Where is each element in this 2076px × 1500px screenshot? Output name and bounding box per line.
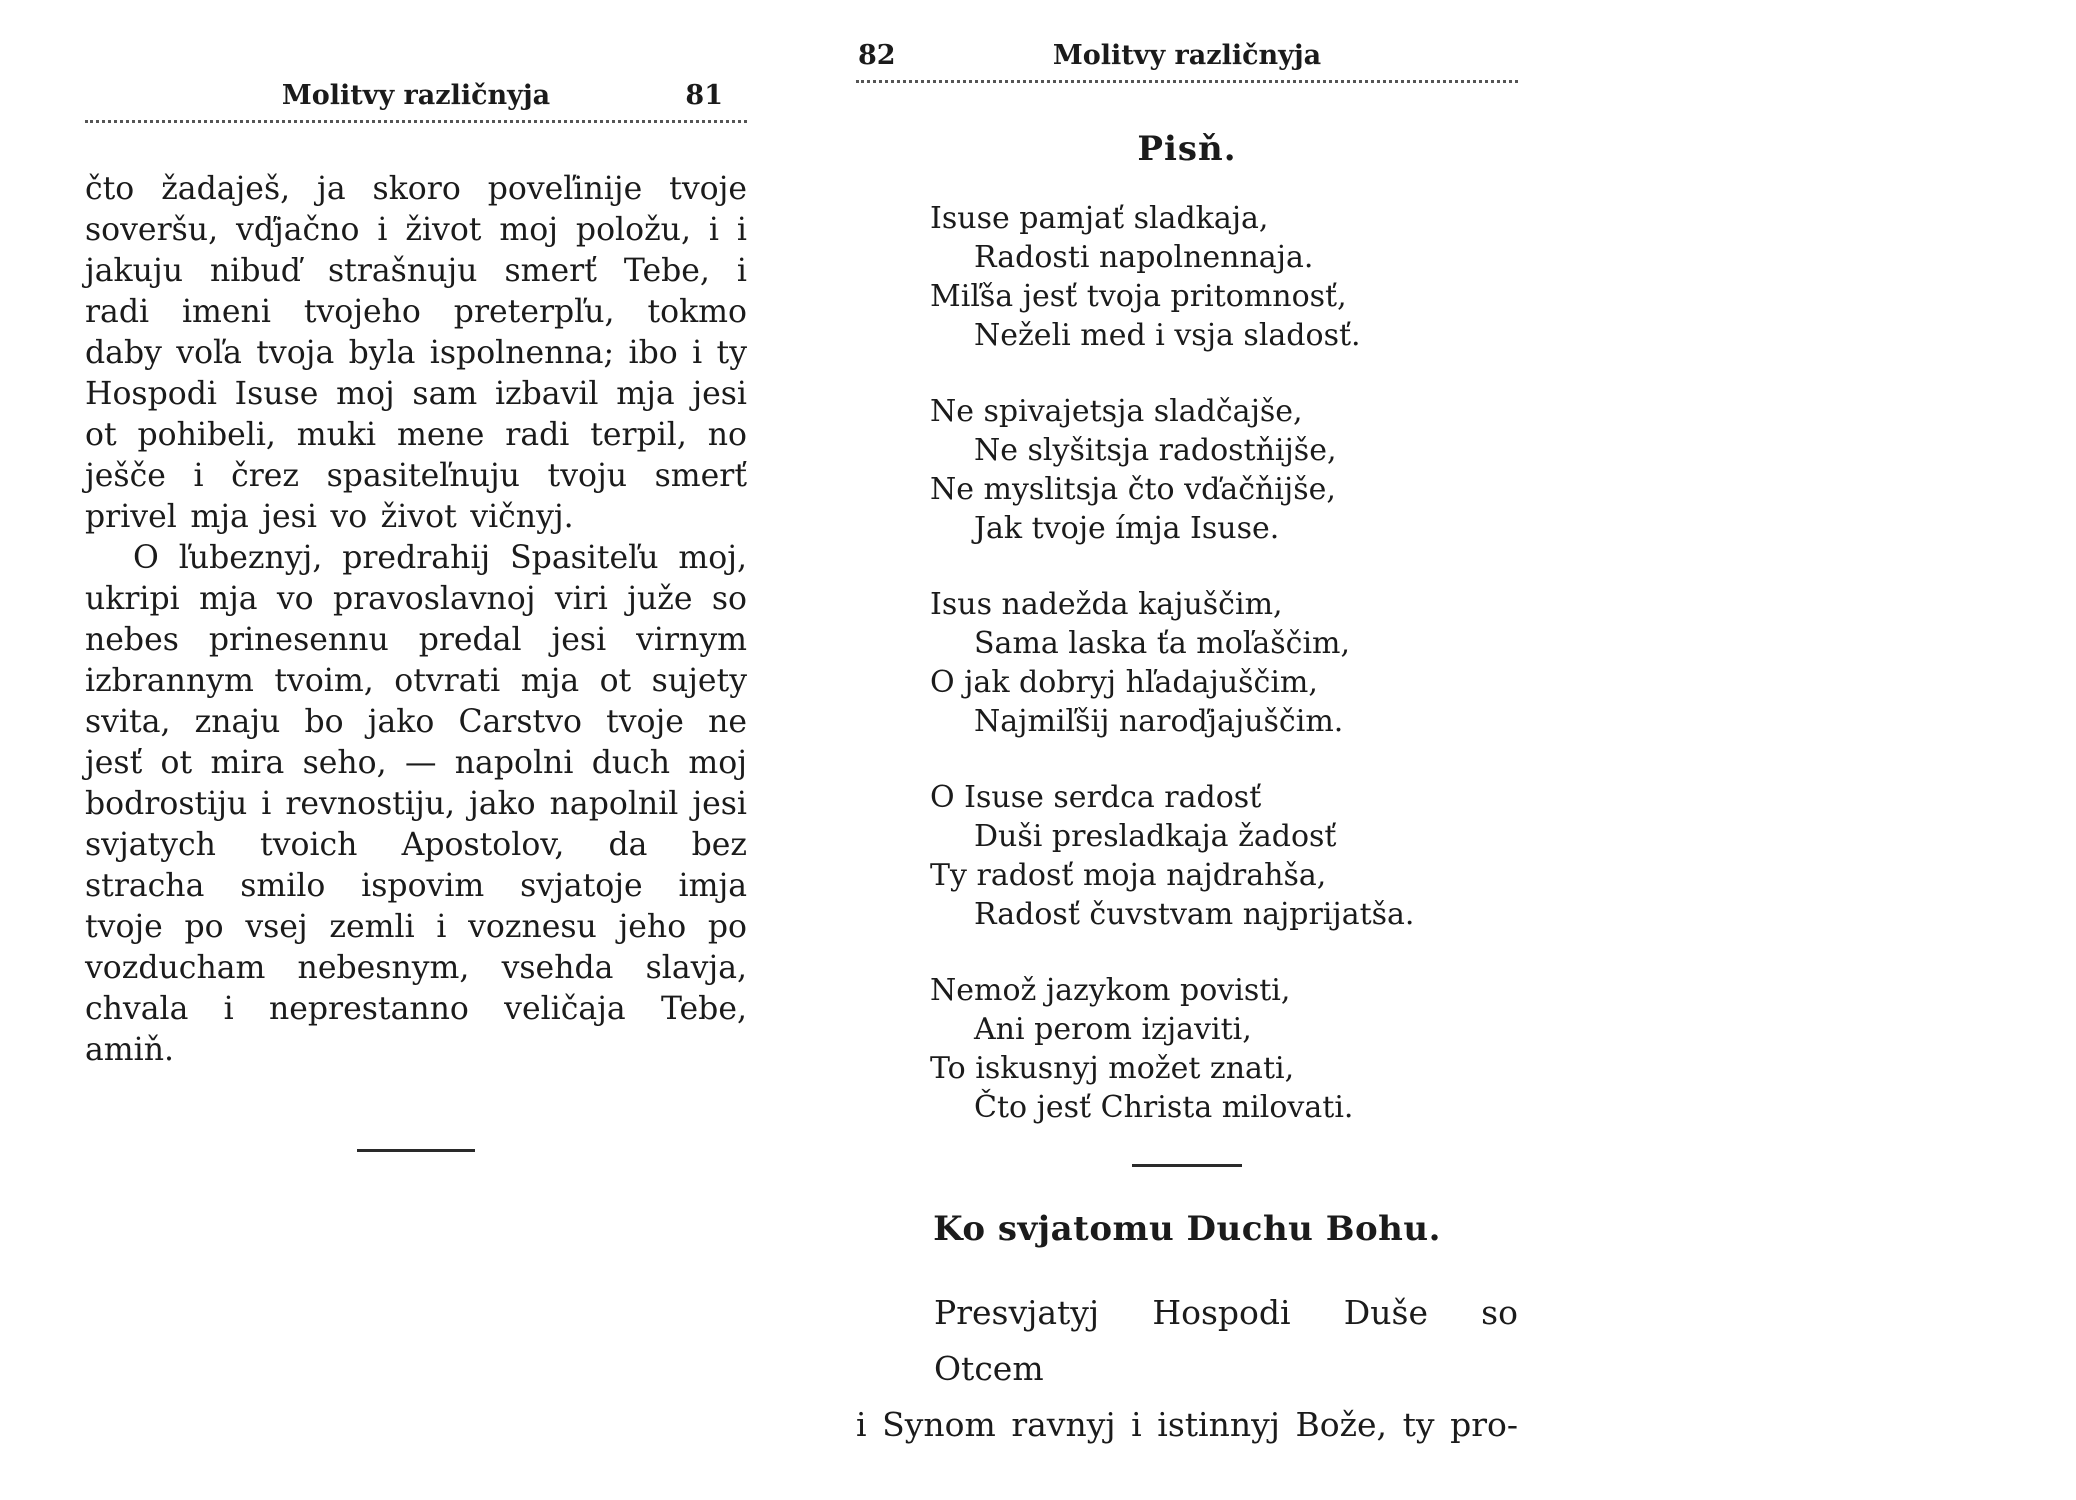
verse-line: Ne slyšitsja radostňijše, — [974, 433, 1337, 468]
verse-line: Miľša jesť tvoja pritomnosť, — [930, 279, 1347, 314]
stanza — [856, 971, 1518, 1127]
header-rule-right — [856, 79, 1518, 83]
stanza — [856, 392, 1518, 548]
paragraph: O ľubeznyj, predrahij Spasiteľu moj, ukripi mja vo pravoslavnoj viri juže so nebes prinesennu predal jesi virnym izbrannym tvoim, otvrati mja ot sujety svita, znaju bo jako Carstvo tvoje ne jesť ot mira seho, — napolni duch moj bodrostiju i revnostiju, jako napolnil jesi svjatych tvoich Apostolov, da bez stracha smilo ispovim svjatoje imja tvoje po vsej zemli i voznesu jeho po vozducham nebesnym, vsehda slavja, chvala i neprestanno veličaja Tebe, amiň. — [85, 540, 747, 1068]
verse-line: Ne myslitsja čto vďačňijše, — [930, 472, 1336, 507]
section-divider-right — [1132, 1164, 1242, 1167]
verse-line: Ne spivajetsja sladčajše, — [930, 394, 1303, 429]
page-number-81: 81 — [685, 80, 723, 111]
verse-line: Čto jesť Christa milovati. — [974, 1090, 1354, 1125]
page-82 — [856, 40, 1518, 1453]
verse-line: Radosti napolnennaja. — [974, 240, 1314, 275]
page-81 — [85, 80, 747, 1152]
section-divider-left — [357, 1149, 475, 1152]
verse-line: Najmiľšij naroďjajuščim. — [974, 704, 1344, 739]
verse-line: Jak tvoje ímja Isuse. — [974, 511, 1280, 546]
verse-line: Radosť čuvstvam najprijatša. — [974, 897, 1415, 932]
running-title-left: Molitvy različnyja — [281, 80, 551, 111]
verse-line: Neželi med i vsja sladosť. — [974, 318, 1361, 353]
verse-line: Sama laska ťa moľaščim, — [974, 626, 1351, 661]
verse-line: To iskusnyj možet znati, — [930, 1051, 1295, 1086]
verse-line: Isuse pamjať sladkaja, — [930, 201, 1269, 236]
closing-line: i Synom ravnyj i istinnyj Bože, ty pro- — [856, 1405, 1518, 1444]
header-rule-left — [85, 119, 747, 123]
verse-line: Ty radosť moja najdrahša, — [930, 858, 1327, 893]
running-title-right: Molitvy različnyja — [1052, 40, 1322, 71]
verse-line: O jak dobryj hľadajuščim, — [930, 665, 1318, 700]
hymn-stanzas — [856, 199, 1518, 1127]
verse-line: Ani perom izjaviti, — [974, 1012, 1252, 1047]
verse-line: O Isuse serdca radosť — [930, 780, 1262, 815]
body-text-left — [85, 169, 747, 1071]
running-header-left — [85, 80, 747, 112]
verse-line: Nemož jazykom povisti, — [930, 973, 1291, 1008]
closing-paragraph — [856, 1285, 1518, 1453]
closing-line: Presvjatyj Hospodi Duše so Otcem — [934, 1293, 1518, 1388]
verse-line: Isus nadežda kajuščim, — [930, 587, 1283, 622]
stanza — [856, 778, 1518, 934]
paragraph: čto žadaješ, ja skoro poveľinije tvoje soveršu, vďjačno i život moj položu, i i jakuju nibuď strašnuju smerť Tebe, i radi imeni tvojeho preterpľu, tokmo daby voľa tvoja byla ispolnenna; ibo i ty Hospodi Isuse moj sam izbavil mja jesi ot pohibeli, muki mene radi terpil, no ješče i črez spasiteľnuju tvoju smerť privel mja jesi vo život vičnyj. — [85, 171, 747, 535]
stanza — [856, 585, 1518, 741]
stanza — [856, 199, 1518, 355]
section-title: Ko svjatomu Duchu Bohu. — [933, 1209, 1441, 1249]
running-header-right — [856, 40, 1518, 72]
hymn-title: Pisň. — [1137, 129, 1237, 169]
verse-line: Duši presladkaja žadosť — [974, 819, 1337, 854]
page-number-82: 82 — [858, 40, 896, 71]
